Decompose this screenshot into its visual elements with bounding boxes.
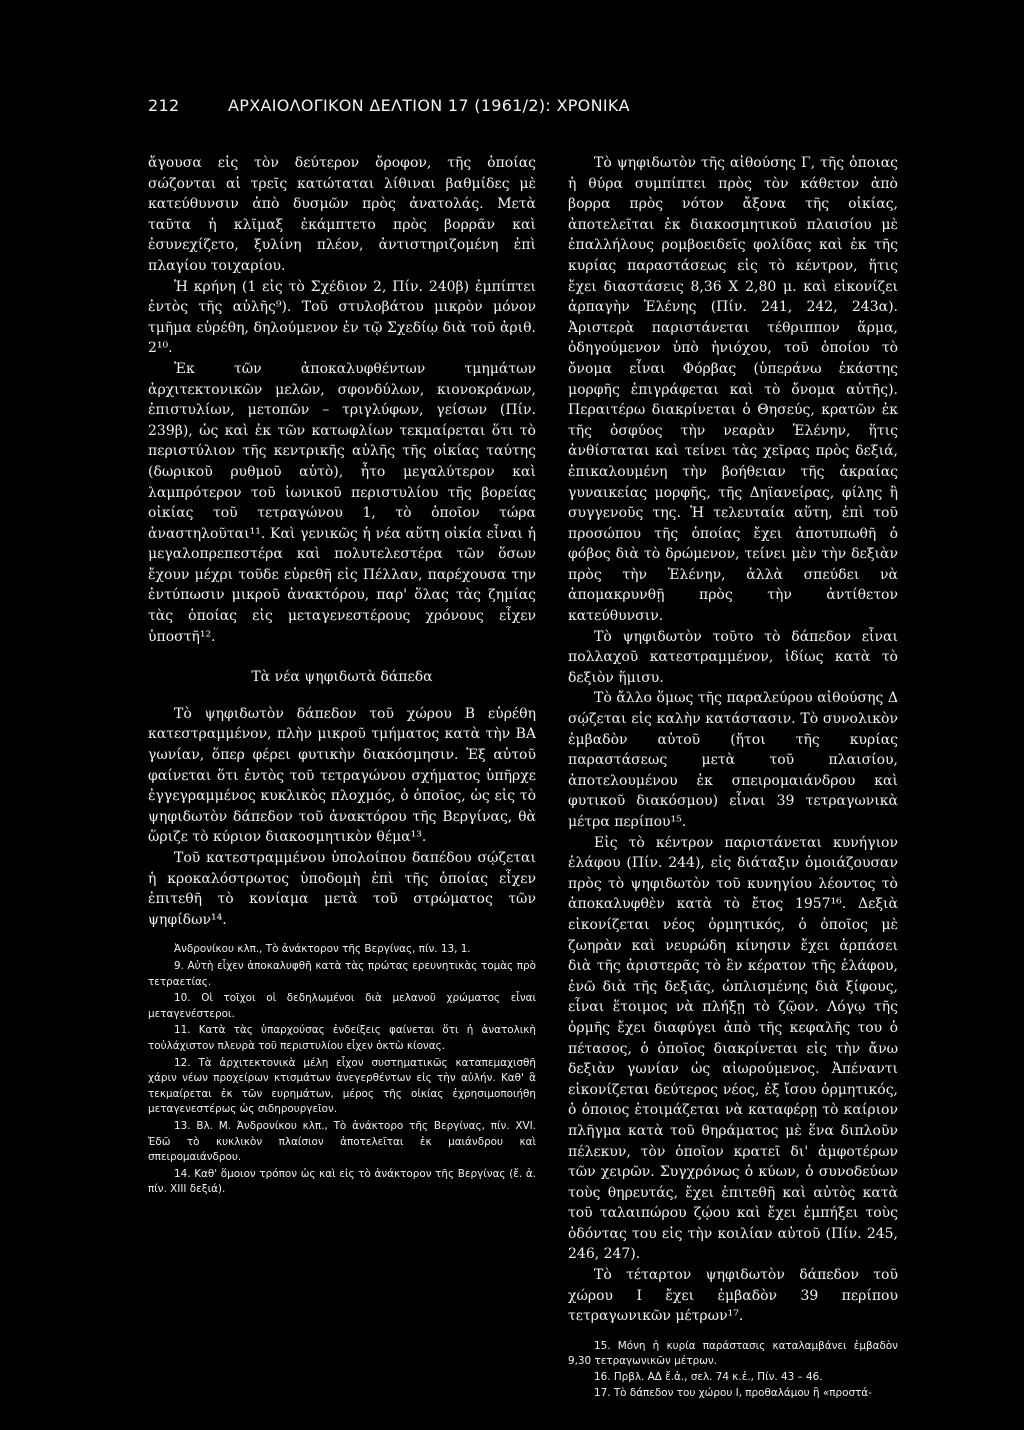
paragraph: Τὸ ψηφιδωτὸν δάπεδον τοῦ χώρου Β εὑρέθη κατεστραμμένον, πλὴν μικροῦ τμήματος κατὰ τὴν ΒΑ γωνίαν, ὅπερ φέρει φυτικὴν διακόσμησιν. Ἐξ αὐτοῦ φαίνεται ὅτι ἐντὸς τοῦ τετραγώνου σχήματος ὑπῆρχε ἐγγεγραμμένος κυκλικὸς πλοχμός, ὁ ὁποῖος, ὡς εἰς τὸ ψηφιδωτὸν δάπεδον τοῦ ἀνακτόρου τῆς Βεργίνας, θὰ ὥριζε τὸ κύριον διακοσμητικὸν θέμα¹³.	[148, 705, 536, 846]
footnote: 9. Αὐτὴ εἶχεν ἀποκαλυφθῆ κατὰ τὰς πρώτας ερευνητικὰς τομὰς πρὸ τετραετίας.	[148, 959, 536, 988]
footnote: 14. Καθ' ὅμοιον τρόπον ὡς καὶ εἰς τὸ ἀνάκτορον τῆς Βεργίνας (ἔ. ἀ. πίν. XIII δεξιά).	[148, 1167, 536, 1196]
running-title: ΑΡΧΑΙΟΛΟΓΙΚΟΝ ΔΕΛΤΙΟΝ 17 (1961/2): ΧΡΟΝΙΚΑ	[228, 96, 630, 115]
footnote: Ἀνδρονίκου κλπ., Τὸ ἀνάκτορον τῆς Βεργίνας, πίν. 13, 1.	[174, 943, 471, 956]
paragraph: Ἡ κρήνη (1 εἰς τὸ Σχέδιον 2, Πίν. 240β) ἐμπίπτει ἐντὸς τῆς αὐλῆς⁹). Τοῦ στυλοβάτου μικρὸν μόνον τμῆμα εὑρέθη, δηλούμενον ἐν τῷ Σχεδίῳ διὰ τοῦ ἀριθ. 2¹⁰.	[148, 278, 536, 357]
paragraph: Τοῦ κατεστραμμένου ὑπολοίπου δαπέδου σῴζεται ἡ κροκαλόστρωτος ὑποδομὴ ἐπὶ τῆς ὁποίας εἶχεν ἐπιτεθῆ τὸ κονίαμα μετὰ τοῦ στρώματος τῶν ψηφίδων¹⁴.	[148, 850, 536, 928]
left-column	[148, 153, 536, 1199]
right-column	[568, 153, 898, 1401]
footnote: 15. Μόνη ἡ κυρία παράστασις καταλαμβάνει ἐμβαδὸν 9,30 τετραγωνικῶν μέτρων.	[568, 1339, 898, 1368]
footnote: 13. Βλ. Μ. Ἀνδρονίκου κλπ., Τὸ ἀνάκτορο τῆς Βεργίνας, πίν. XVI. Ἐδῶ τὸ κυκλικὸν πλαίσιον ἀποτελεῖται ἐκ μαιάνδρου καὶ σπειρομαιάνδρου.	[148, 1119, 536, 1164]
paragraph: Ἐκ τῶν ἀποκαλυφθέντων τμημάτων ἀρχιτεκτονικῶν μελῶν, σφονδύλων, κιονοκράνων, ἐπιστυλίων, μετοπῶν – τριγλύφων, γείσων (Πίν. 239β), ὡς καὶ ἐκ τῶν κατωφλίων τεκμαίρεται ὅτι τὸ περιστύλιον τῆς κεντρικῆς αὐλῆς τῆς οἰκίας ταύτης (δωρικοῦ ρυθμοῦ αὐτὸ), ἦτο μεγαλύτερον καὶ λαμπρότερον τοῦ ἰωνικοῦ περιστυλίου τῆς βορείας οἰκίας τοῦ τετραγώνου 1, τὸ ὁποῖον τώρα ἀναστηλοῦται¹¹. Καὶ γενικῶς ἡ νέα αὕτη οἰκία εἶναι ἡ μεγαλοπρεπεστέρα καὶ πολυτελεστέρα τῶν ὅσων ἔχουν μέχρι τοῦδε εὑρεθῆ εἰς Πέλλαν, παρέχουσα την ἐντύπωσιν μικροῦ ἀνακτόρου, παρ' ὅλας τὰς ζημίας τὰς ὁποίας εἰς μεταγενεστέρους χρόνους εἶχεν ὑποστῆ¹².	[148, 360, 536, 645]
footnote: 11. Κατὰ τὰς ὑπαρχούσας ἐνδείξεις φαίνεται ὅτι ἡ ἀνατολικὴ τοὐλάχιστον πλευρὰ τοῦ περιστυλίου εἶχεν ὀκτὼ κίονας.	[148, 1024, 536, 1052]
footnotes	[148, 942, 536, 1198]
section-heading: Τὰ νέα ψηφιδωτὰ δάπεδα	[251, 669, 433, 686]
footnote: 10. Οἱ τοῖχοι οἱ δεδηλωμένοι διὰ μελανοῦ χρώματος εἶναι μεταγενέστεροι.	[148, 992, 536, 1020]
footnotes	[568, 1339, 898, 1401]
paragraph: Τὸ ἄλλο ὅμως τῆς παραλεύρου αἰθούσης Δ σῴζεται εἰς καλὴν κατάστασιν. Τὸ συνολικὸν ἐμβαδὸν αὐτοῦ (ἤτοι τῆς κυρίας παραστάσεως μετὰ τοῦ πλαισίου, ἀποτελουμένου ἐκ σπειρομαιάνδρου καὶ φυτικοῦ διακόσμου) εἶναι 39 τετραγωνικὰ μέτρα περίπου¹⁵.	[568, 690, 898, 830]
paragraph: Τὸ ψηφιδωτὸν τῆς αἰθούσης Γ, τῆς ὁποιας ἡ θύρα συμπίπτει πρὸς τὸν κάθετον ἀπὸ βορρα πρὸς νότον ἄξονα τῆς οἰκίας, ἀποτελεῖται ἐκ διακοσμητικοῦ πλαισίου μὲ ἐπαλλήλους ρομβοειδεῖς φολίδας καὶ ἐκ τῆς κυρίας παραστάσεως εἰς τὸ κέντρον, ἥτις ἔχει διαστάσεις 8,36 X 2,80 μ. καὶ εἰκονίζει ἁρπαγὴν Ἑλένης (Πίν. 241, 242, 243α). Ἀριστερὰ παριστάνεται τέθριππον ἅρμα, ὁδηγούμενον ὑπὸ ἡνιόχου, τοῦ ὁποίου τὸ ὄνομα εἶναι Φόρβας (ὑπεράνω ἑκάστης μορφῆς ἐπιγράφεται καὶ τὸ ὄνομα αὐτῆς). Περαιτέρω διακρίνεται ὁ Θησεύς, κρατῶν ἐκ τῆς ὀσφύος τὴν νεαρὰν Ἑλένην, ἥτις ἀνθίσταται καὶ τείνει τὰς χεῖρας πρὸς δεξιά, ἐπικαλουμένη τὴν βοήθειαν τῆς ἀκραίας γυναικείας μορφῆς, τῆς Δηϊανείρας, φίλης ἢ συγγενοῦς της. Ἡ τελευταία αὕτη, ἐπὶ τοῦ προσώπου τῆς ὁποίας ἔχει ἀποτυπωθῆ ὁ φόβος διὰ τὸ δρώμενον, τείνει μὲν τὴν δεξιὰν πρὸς τὴν Ἑλένην, ἀλλὰ σπεύδει νὰ ἀπομακρυνθῇ πρὸς τὴν ἀντίθετον κατεύθυνσιν.	[568, 155, 898, 625]
footnote: 12. Τὰ ἀρχιτεκτονικὰ μέλη εἶχον συστηματικῶς καταπεμαχισθῆ χάριν νέων προχείρων κτισμάτων ἀνεγερθέντων εἰς τὴν αὐλήν. Καθ' ἃ τεκμαίρεται ἐκ τῶν ευρημάτων, μέρος τῆς οἰκίας ἐχρησιμοποιήθη μεταγενεστέρως ὡς σιδηρουργεῖον.	[148, 1056, 536, 1116]
paragraph: Τὸ τέταρτον ψηφιδωτὸν δάπεδον τοῦ χώρου Ι ἔχει ἐμβαδὸν 39 περίπου τετραγωνικῶν μέτρων¹⁷.	[568, 1267, 898, 1325]
page-number: 212	[148, 96, 180, 115]
paragraph: Τὸ ψηφιδωτὸν τοῦτο τὸ δάπεδον εἶναι πολλαχοῦ κατεστραμμένον, ἰδίως κατὰ τὸ δεξιὸν ἥμισυ.	[568, 628, 898, 686]
footnote: 17. Τὸ δάπεδον του χώρου I, προθαλάμου ἢ «προστά-	[594, 1386, 872, 1399]
footnote: 16. Πρβλ. ΑΔ ἔ.ἀ., σελ. 74 κ.ἑ., Πίν. 43 – 46.	[594, 1371, 823, 1384]
paragraph: ἄγουσα εἰς τὸν δεύτερον ὄροφον, τῆς ὁποίας σώζονται αἱ τρεῖς κατώταται λίθιναι βαθμίδες μὲ κατεύθυνσιν ἀπὸ δυσμῶν πρὸς ἀνατολάς. Μετὰ ταῦτα ἡ κλῖμαξ ἐκάμπτετο πρὸς βορρᾶν καὶ ἐσυνεχίζετο, ξυλίνη πλέον, ἀντιστηριζομένη ἐπὶ πλαγίου τοιχαρίου.	[148, 155, 536, 274]
paragraph: Εἰς τὸ κέντρον παριστάνεται κυνήγιον ἐλάφου (Πίν. 244), εἰς διάταξιν ὁμοιάζουσαν πρὸς τὸ ψηφιδωτὸν τοῦ κυνηγίου λέοντος τὸ ἀποκαλυφθὲν κατὰ τὸ ἔτος 1957¹⁶. Δεξιὰ εἰκονίζεται νέος ὁρμητικός, ὁ ὁποῖος μὲ ζωηρὰν καὶ νευρώδη κίνησιν ἔχει ἁρπάσει διὰ τῆς ἀριστερᾶς τὸ ἓν κέρατον τῆς ἐλάφου, ἐνῶ διὰ τῆς δεξιᾶς, ὡπλισμένης διὰ ξίφους, εἶναι ἕτοιμος νὰ πλήξῃ τὸ ζῷον. Λόγῳ τῆς ὁρμῆς ἔχει διαφύγει ἀπὸ τῆς κεφαλῆς του ὁ πέτασος, ὁ ὁποῖος διακρίνεται εἰς τὴν ἄνω δεξιὰν γωνίαν ὡς αἰωρούμενος. Ἀπέναντι εἰκονίζεται δεύτερος νέος, ἐξ ἴσου ὁρμητικός, ὁ ὁποιος ἑτοιμάζεται νὰ καταφέρῃ τὸ καίριον πλῆγμα κατὰ τοῦ θηράματος μὲ ἕνα διπλοῦν πέλεκυν, τὸν ὁποῖον κρατεῖ δι' ἀμφοτέρων τῶν χειρῶν. Συγχρόνως ὁ κύων, ὁ συνοδεύων τοὺς θηρευτάς, ἔχει ἐπιτεθῆ καὶ αὐτὸς κατὰ τοῦ ταλαιπώρου ζῴου καὶ ἔχει ἐμπήξει τοὺς ὀδόντας του εἰς τὴν κοιλίαν αὐτοῦ (Πίν. 245, 246, 247).	[568, 834, 898, 1263]
